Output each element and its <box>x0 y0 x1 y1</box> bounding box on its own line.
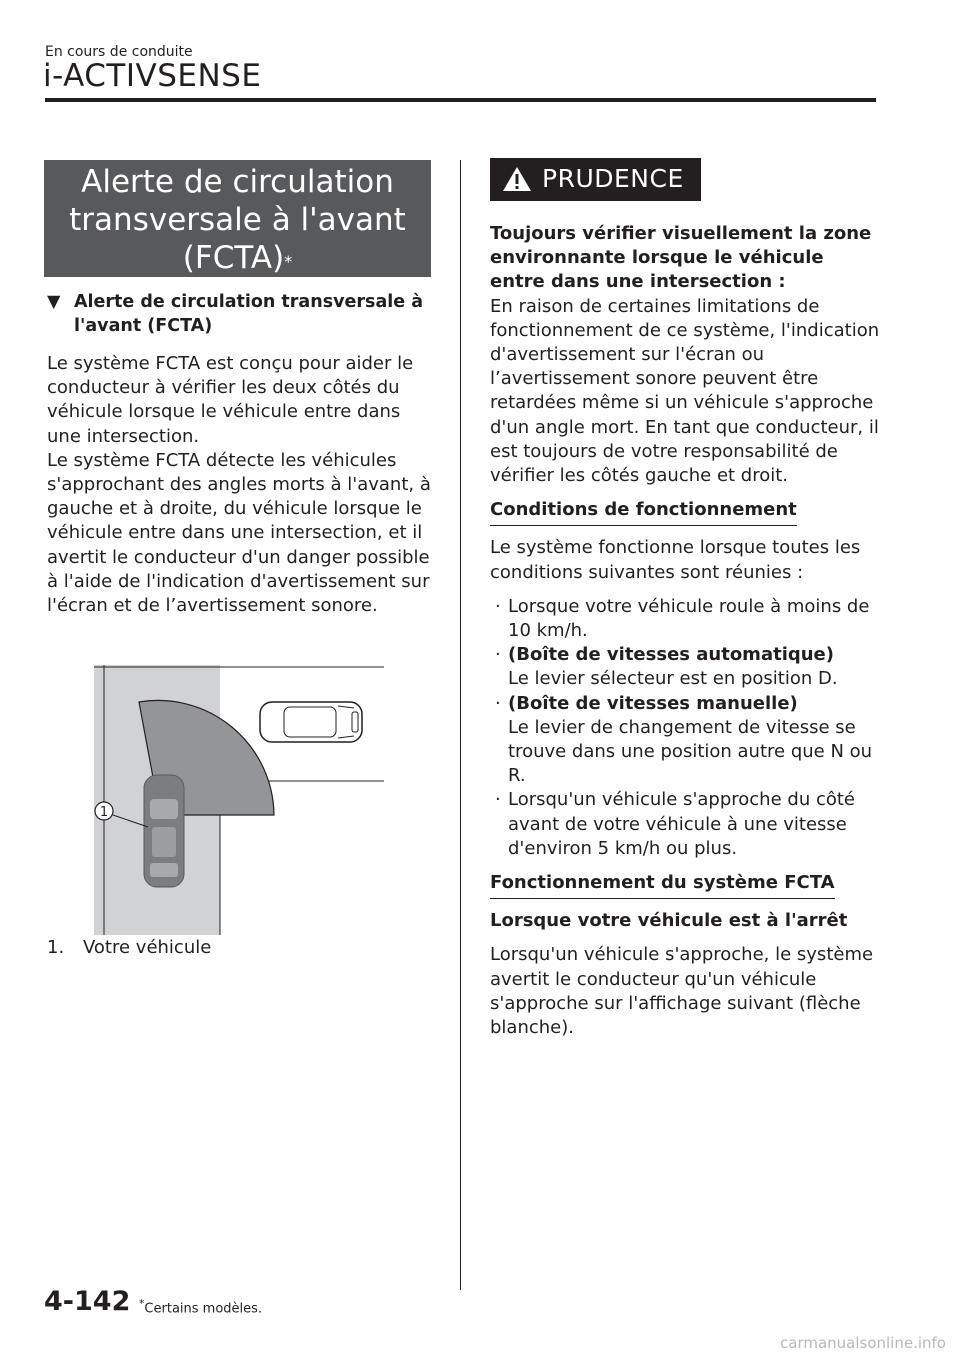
intro-paragraph-2: Le système FCTA détecte les véhicules s'approchant des angles morts à l'avant, à gauche et à droite, du véhicule lorsque le véhicule entre dans une intersection, et il avertit le conducteur d'un danger possible à l'aide de l'indication d'avertissement sur l'écran et de l’avertissement sonore. <box>47 449 431 617</box>
page-number: 4-142 <box>44 1286 131 1317</box>
chapter-title: i-ACTIVSENSE <box>43 58 262 94</box>
section-title-line1: Alerte de circulation <box>81 164 394 200</box>
right-column <box>490 222 880 1040</box>
conditions-intro: Le système fonctionne lorsque toutes les conditions suivantes sont réunies : <box>490 537 861 583</box>
conditions-list <box>490 595 880 861</box>
condition-approach: · Lorsqu'un véhicule s'approche du côté avant de votre véhicule à une vitesse d'environ 5 km/h ou plus. <box>490 788 880 861</box>
conditions-heading-wrap <box>490 498 880 526</box>
caution-heading: Toujours vérifier visuellement la zone environnante lorsque le véhicule entre dans une intersection : <box>490 223 872 293</box>
fcta-illustration <box>94 665 384 935</box>
approaching-vehicle <box>260 702 362 742</box>
operation-heading-wrap <box>490 871 880 899</box>
breadcrumb: En cours de conduite <box>45 44 193 60</box>
column-divider <box>460 160 461 1290</box>
condition-manual: · (Boîte de vitesses manuelle) Le levier de changement de vitesse se trouve dans une position autre que N ou R. <box>490 692 880 789</box>
conditions-heading: Conditions de fonctionnement <box>490 498 797 526</box>
watermark: carmanualsonline.info <box>780 1334 946 1352</box>
operation-text: Lorsqu'un véhicule s'approche, le système avertit le conducteur qu'un véhicule s'approche sur l'affichage suivant (flèche blanche). <box>490 944 874 1039</box>
caption-text: Votre véhicule <box>83 937 212 958</box>
model-asterisk: * <box>284 252 293 271</box>
caution-banner <box>490 158 701 201</box>
section-title-box <box>44 160 431 277</box>
triangle-marker-icon: ▼ <box>47 292 61 312</box>
caption-number: 1. <box>47 937 65 958</box>
intro-text <box>47 352 437 618</box>
subsection-title: Alerte de circulation transversale à l'avant (FCTA) <box>74 292 424 336</box>
operation-subheading: Lorsque votre véhicule est à l'arrêt <box>490 910 848 932</box>
callout-number: 1 <box>99 805 109 820</box>
condition-automatic: · (Boîte de vitesses automatique) Le levier sélecteur est en position D. <box>490 643 880 691</box>
header-rule <box>45 98 876 102</box>
intro-paragraph-1: Le système FCTA est conçu pour aider le conducteur à vérifier les deux côtés du véhicule lorsque le véhicule entre dans une intersection. <box>47 353 414 447</box>
caution-body: En raison de certaines limitations de fonctionnement de ce système, l'indication d'avertissement sur l'écran ou l’avertissement sonore peuvent être retardées même si un véhicule s'approche d'un angle mort. En tant que conducteur, il est toujours de votre responsabilité de vérifier les côtés gauche et droit. <box>490 295 880 487</box>
footnote: *Certains modèles. <box>139 1297 263 1317</box>
figure-caption <box>47 937 211 958</box>
caution-label: PRUDENCE <box>542 164 684 193</box>
subsection-heading <box>47 290 432 338</box>
your-vehicle <box>144 775 184 887</box>
section-title-line2: transversale à l'avant <box>69 202 406 238</box>
condition-speed: · Lorsque votre véhicule roule à moins de 10 km/h. <box>490 595 880 643</box>
operation-heading: Fonctionnement du système FCTA <box>490 871 835 899</box>
section-title-line3: (FCTA)* <box>182 240 293 276</box>
warning-triangle-icon <box>502 166 532 192</box>
